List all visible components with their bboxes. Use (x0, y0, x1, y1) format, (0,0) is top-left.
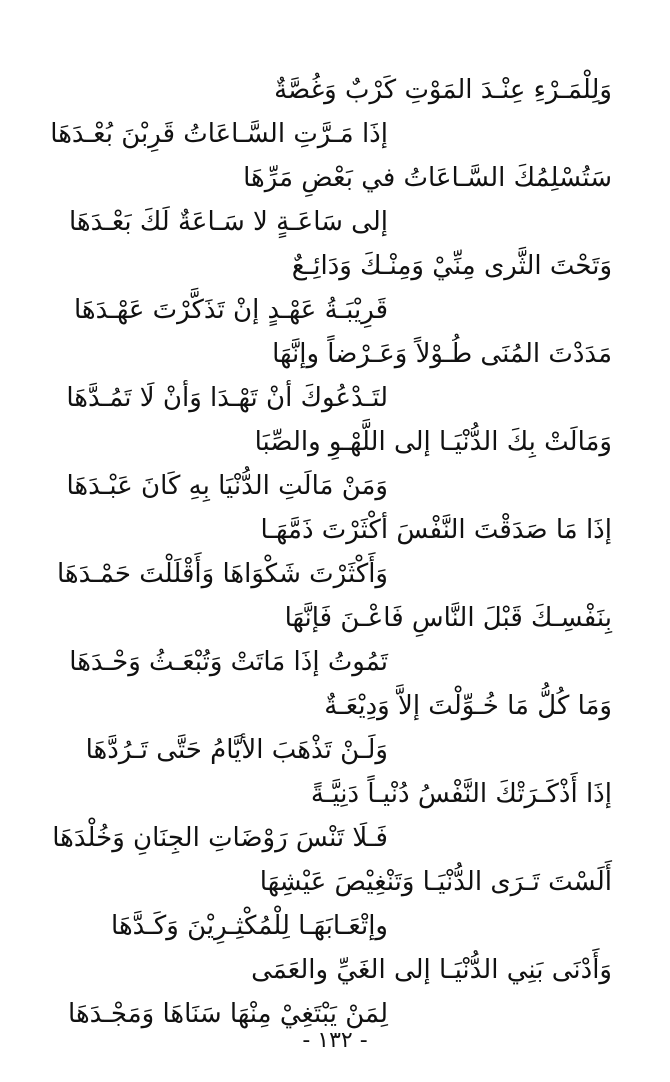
verse-second-hemistich: قَرِيْبَـةُ عَهْـدٍ إنْ تَذَكَّرْتَ عَهْـدَهَا (73, 295, 388, 325)
verse-first-hemistich: وَمَا كُلُّ مَا خُـوِّلْتَ إلاَّ وَدِيْعَـةٌ (324, 691, 612, 721)
verse-first-hemistich: إذَا مَا صَدَقْتَ النَّفْسَ أكْثَرْتَ ذَمَّهَـا (260, 515, 612, 545)
verse-first-hemistich: إذَا أَذْكَـرَتْكَ النَّفْسُ دُنْيـاً دَنِيَّـةً (310, 779, 612, 809)
verse-second-hemistich: وإتْعَـابَهَـا لِلْمُكْثِـرِيْنَ وَكَـدَّهَا (111, 911, 388, 941)
verse-first-hemistich: وَمَالَتْ بِكَ الدُّنْيَـا إلى اللَّهْـوِ والصِّبَا (254, 427, 612, 457)
verse-first-hemistich: وَتَحْتَ الثَّرى مِنِّيْ وَمِنْـكَ وَدَائِـعٌ (291, 251, 612, 281)
page-number: - ١٣٢ - (302, 1028, 368, 1053)
verse-first-hemistich: مَدَدْتَ المُنَى طُـوْلاً وَعَـرْضاً وإنَّهَا (272, 339, 612, 369)
verse-first-hemistich: وَلِلْمَـرْءِ عِنْـدَ المَوْتِ كَرْبٌ وَغُصَّةٌ (274, 75, 612, 105)
verse-second-hemistich: تَمُوتُ إذَا مَاتَتْ وَتُبْعَـثُ وَحْـدَهَا (69, 647, 388, 677)
verse-first-hemistich: بِنَفْسِـكَ قَبْلَ النَّاسِ فَاعْـنَ فَإنَّهَا (284, 603, 612, 633)
verse-second-hemistich: لتَـدْعُوكَ أنْ تَهْـدَا وَأنْ لَا تَمُـدَّهَا (66, 383, 388, 413)
verse-second-hemistich: فَـلَا تَنْسَ رَوْضَاتِ الجِنَانِ وَخُلْدَهَا (52, 823, 388, 853)
verse-second-hemistich: وَلَـنْ تَذْهَبَ الأيَّامُ حَتَّى تَـرُدَّهَا (85, 735, 388, 765)
verse-second-hemistich: إلى سَاعَـةٍ لا سَـاعَةٌ لَكَ بَعْـدَهَا (68, 207, 388, 237)
verse-second-hemistich: لِمَنْ يَبْتَغِيْ مِنْهَا سَنَاهَا وَمَجْـدَهَا (68, 999, 388, 1029)
verse-first-hemistich: سَتُسْلِمُكَ السَّـاعَاتُ في بَعْضِ مَرِّهَا (243, 163, 612, 193)
verse-second-hemistich: وَأَكْثَرْتَ شَكْوَاهَا وَأَقْلَلْتَ حَمْـدَهَا (56, 559, 388, 589)
verse-first-hemistich: أَلَسْتَ تَـرَى الدُّنْيَـا وَتَنْغِيْصَ عَيْشِهَا (259, 867, 612, 897)
verse-first-hemistich: وَأَدْنَى بَنِي الدُّنْيَـا إلى الغَيِّ والعَمَى (251, 955, 612, 985)
verse-second-hemistich: وَمَنْ مَالَتِ الدُّنْيَا بِهِ كَانَ عَبْـدَهَا (66, 471, 388, 501)
verse-second-hemistich: إذَا مَـرَّتِ السَّـاعَاتُ قَرِبْنَ بُعْـدَهَا (50, 119, 388, 149)
